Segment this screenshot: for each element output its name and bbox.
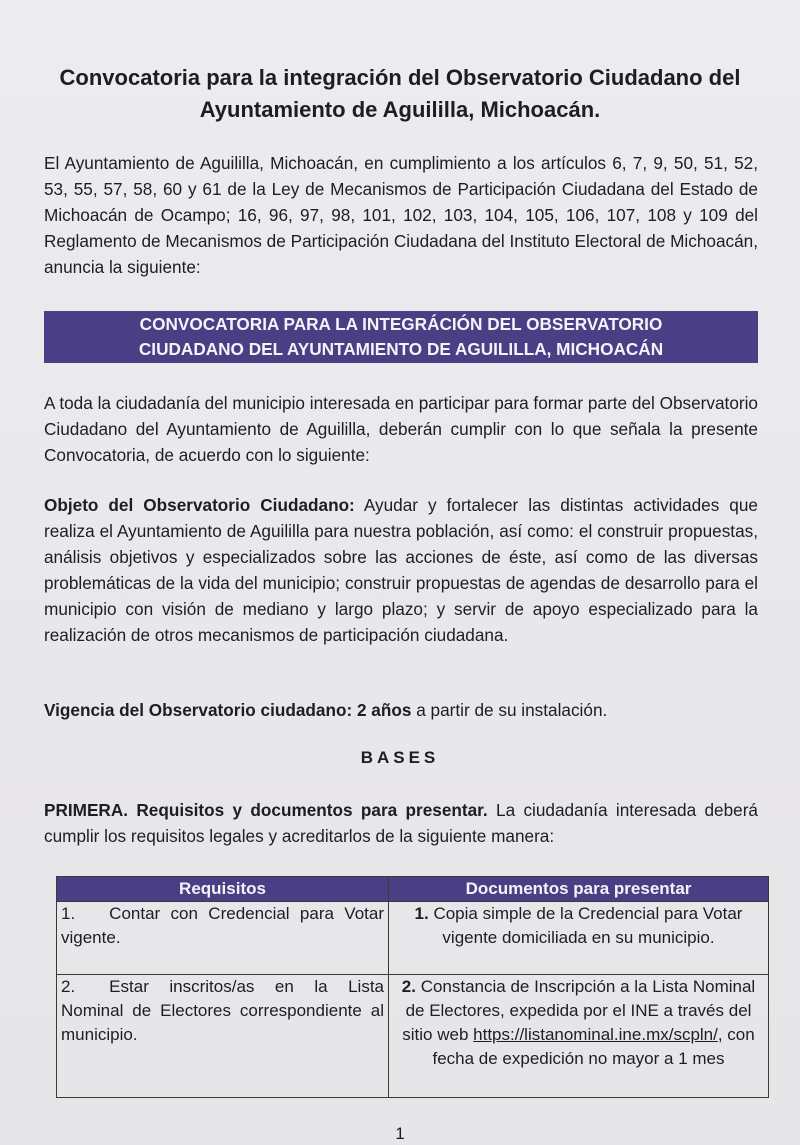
document-text-after: , con fecha de expedición no mayor a 1 mes — [432, 1025, 755, 1068]
banner-line-1: CONVOCATORIA PARA LA INTEGRÁCIÓN DEL OBSERVATORIO — [139, 314, 663, 334]
document-number: 2. — [401, 977, 416, 996]
primera-text: La ciudadanía interesada deberá cumplir los requisitos legales y acreditarlos de la siguiente manera: — [44, 800, 758, 846]
banner-line-2: CIUDADANO DEL AYUNTAMIENTO DE AGUILILLA, MICHOACÁN — [138, 339, 664, 359]
document-number: 1. — [414, 904, 429, 923]
document-text: Copia simple de la Credencial para Votar vigente domiciliada en su municipio. — [428, 904, 743, 947]
objeto-paragraph — [44, 492, 758, 648]
audience-paragraph: A toda la ciudadanía del municipio interesada en participar para formar parte del Observatorio Ciudadano del Ayuntamiento de Aguililla, deberán cumplir con lo que señala la presente Convocatoria, de acuerdo con lo siguiente: — [44, 393, 758, 465]
document-text: Constancia de Inscripción a la Lista Nominal de Electores, expedida por el INE a través del sitio web — [402, 977, 756, 1044]
header-requisitos: Requisitos — [57, 877, 389, 902]
objeto-text: Ayudar y fortalecer las distintas actividades que realiza el Ayuntamiento de Aguililla para nuestra población, así como: el construir propuestas, análisis objetivos y especializados sobre las acciones de éste, así como de las diversas problemáticas de la vida del municipio; construir propuestas de agendas de desarrollo para el municipio con visión de mediano y largo plazo; y servir de apoyo especializado para la realización de otros mecanismos de participación ciudadana. — [44, 495, 758, 645]
objeto-label: Objeto del Observatorio Ciudadano: — [44, 495, 355, 515]
convocatoria-banner — [44, 311, 758, 363]
bases-heading: BASES — [360, 748, 440, 767]
table-row — [57, 902, 769, 975]
page-number: 1 — [395, 1124, 405, 1143]
primera-label: PRIMERA. Requisitos y documentos para presentar. — [44, 800, 488, 820]
table-row — [57, 975, 769, 1098]
requirements-table — [56, 876, 769, 1098]
header-documentos: Documentos para presentar — [389, 877, 769, 902]
vigencia-label: Vigencia del Observatorio ciudadano: 2 años — [44, 700, 412, 720]
listanominal-link[interactable]: https://listanominal.ine.mx/scpln/ — [473, 1025, 718, 1044]
document-title: Convocatoria para la integración del Observatorio Ciudadano del Ayuntamiento de Aguililla, Michoacán. — [59, 65, 741, 122]
vigencia-paragraph — [44, 697, 758, 723]
document-cell — [389, 975, 769, 1098]
vigencia-text: a partir de su instalación. — [411, 700, 608, 720]
primera-paragraph — [44, 797, 758, 849]
document-cell — [389, 902, 769, 975]
intro-paragraph: El Ayuntamiento de Aguililla, Michoacán, en cumplimiento a los artículos 6, 7, 9, 50, 51, 52, 53, 55, 57, 58, 60 y 61 de la Ley de Mecanismos de Participación Ciudadana del Estado de Michoacán de Ocampo; 16, 96, 97, 98, 101, 102, 103, 104, 105, 106, 107, 108 y 109 del Reglamento de Mecanismos de Participación Ciudadana del Instituto Electoral de Michoacán, anuncia la siguiente: — [44, 153, 758, 277]
table-header-row — [57, 877, 769, 902]
requirement-cell: 1. Contar con Credencial para Votar vigente. — [57, 902, 389, 975]
requirement-cell: 2. Estar inscritos/as en la Lista Nominal de Electores correspondiente al municipio. — [57, 975, 389, 1098]
